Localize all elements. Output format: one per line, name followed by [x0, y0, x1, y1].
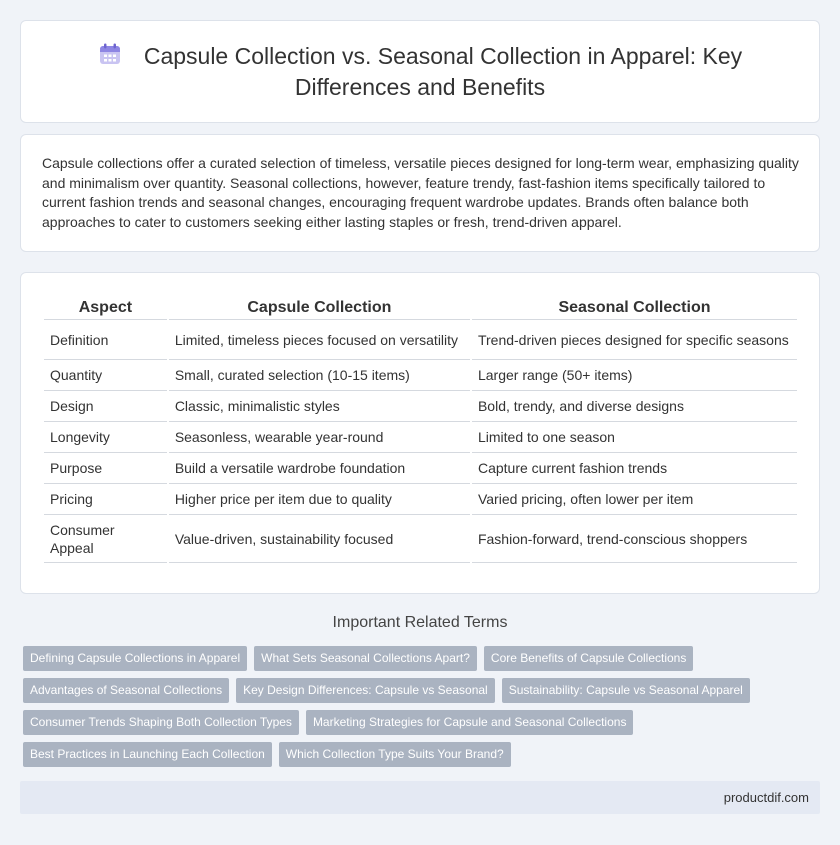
row-capsule-value: Build a versatile wardrobe foundation [169, 453, 470, 484]
row-aspect: Purpose [44, 453, 167, 484]
row-seasonal-value: Larger range (50+ items) [472, 360, 797, 391]
related-term-tag[interactable]: Which Collection Type Suits Your Brand? [279, 742, 511, 767]
comparison-table [42, 295, 799, 563]
comparison-card [20, 272, 820, 594]
row-capsule-value: Seasonless, wearable year-round [169, 422, 470, 453]
related-term-tag[interactable]: Best Practices in Launching Each Collection [23, 742, 272, 767]
table-row [44, 391, 797, 422]
row-aspect: Quantity [44, 360, 167, 391]
row-capsule-value: Limited, timeless pieces focused on versatility [169, 320, 470, 360]
calendar-icon [98, 42, 122, 73]
row-aspect: Definition [44, 320, 167, 360]
table-row [44, 320, 797, 360]
row-aspect: Longevity [44, 422, 167, 453]
related-term-tag[interactable]: Advantages of Seasonal Collections [23, 678, 229, 703]
table-row [44, 453, 797, 484]
row-capsule-value: Classic, minimalistic styles [169, 391, 470, 422]
row-seasonal-value: Fashion-forward, trend-conscious shoppers [472, 515, 797, 563]
page-title [61, 42, 779, 102]
intro-paragraph: Capsule collections offer a curated selection of timeless, versatile pieces designed for long-term wear, emphasizing quality and minimalism over quantity. Seasonal collections, however, feature trendy, fast-fashion items specifically tailored to current fashion trends and seasonal changes, encouraging frequent wardrobe updates. Brands often balance both approaches to cater to customers seeking either lasting staples or fresh, trend-driven apparel. [42, 155, 799, 230]
table-header-row [44, 295, 797, 320]
related-terms-heading: Important Related Terms [332, 614, 508, 631]
row-capsule-value: Higher price per item due to quality [169, 484, 470, 515]
table-row [44, 422, 797, 453]
related-term-tag[interactable]: What Sets Seasonal Collections Apart? [254, 646, 477, 671]
row-capsule-value: Value-driven, sustainability focused [169, 515, 470, 563]
related-term-tag[interactable]: Core Benefits of Capsule Collections [484, 646, 693, 671]
intro-card [20, 134, 820, 252]
row-aspect: Pricing [44, 484, 167, 515]
table-row [44, 360, 797, 391]
footer-bar [20, 781, 820, 814]
column-header-aspect: Aspect [44, 295, 167, 320]
row-seasonal-value: Capture current fashion trends [472, 453, 797, 484]
row-seasonal-value: Limited to one season [472, 422, 797, 453]
related-term-tag[interactable]: Sustainability: Capsule vs Seasonal Apparel [502, 678, 750, 703]
title-card [20, 20, 820, 123]
row-aspect: Consumer Appeal [44, 515, 167, 563]
site-link[interactable]: productdif.com [723, 790, 809, 805]
related-term-tag[interactable]: Key Design Differences: Capsule vs Seasonal [236, 678, 495, 703]
related-terms-list [23, 646, 813, 767]
table-row [44, 515, 797, 563]
related-term-tag[interactable]: Consumer Trends Shaping Both Collection Types [23, 710, 299, 735]
page-title-text: Capsule Collection vs. Seasonal Collection in Apparel: Key Differences and Benefits [143, 42, 743, 100]
row-seasonal-value: Bold, trendy, and diverse designs [472, 391, 797, 422]
column-header-seasonal: Seasonal Collection [472, 295, 797, 320]
row-aspect: Design [44, 391, 167, 422]
related-term-tag[interactable]: Marketing Strategies for Capsule and Seasonal Collections [306, 710, 634, 735]
table-row [44, 484, 797, 515]
row-seasonal-value: Trend-driven pieces designed for specific seasons [472, 320, 797, 360]
row-seasonal-value: Varied pricing, often lower per item [472, 484, 797, 515]
row-capsule-value: Small, curated selection (10-15 items) [169, 360, 470, 391]
related-term-tag[interactable]: Defining Capsule Collections in Apparel [23, 646, 247, 671]
column-header-capsule: Capsule Collection [169, 295, 470, 320]
